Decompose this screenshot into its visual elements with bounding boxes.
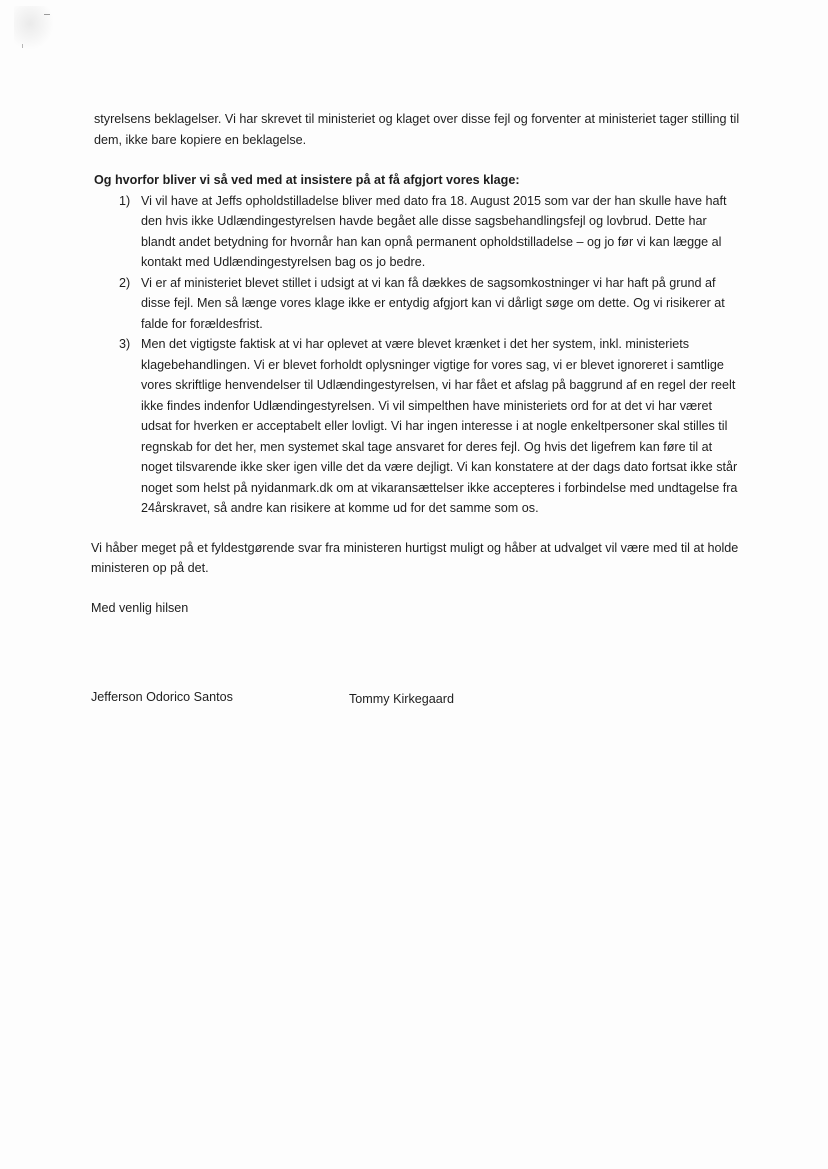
reasons-list	[94, 191, 744, 519]
signature-name-left: Jefferson Odorico Santos	[91, 690, 233, 704]
list-item	[94, 334, 744, 519]
list-item-text: Vi vil have at Jeffs opholdstilladelse bliver med dato fra 18. August 2015 som var der han skulle have haft den hvis ikke Udlændingestyrelsen havde begået alle disse sagsbehandlingsfejl og lovbrud. Dette har blandt andet betydning for hvornår han kan opnå permanent opholdstilladelse – og jo før vi kan lægge al kontakt med Udlændingestyrelsen bag os jo bedre.	[141, 193, 727, 269]
intro-paragraph: styrelsens beklagelser. Vi har skrevet til ministeriet og klaget over disse fejl og forventer at ministeriet tager stilling til dem, ikke bare kopiere en beklagelse.	[94, 112, 740, 147]
list-item	[94, 191, 744, 273]
list-item-text: Vi er af ministeriet blevet stillet i udsigt at vi kan få dækkes de sagsomkostninger vi har haft på grund af disse fejl. Men så længe vores klage ikke er entydig afgjort kan vi dårligt søge om dette. Og vi risikerer at falde for forældesfrist.	[141, 275, 725, 331]
scan-artifact-mark	[44, 14, 50, 15]
greeting: Med venlig hilsen	[91, 600, 189, 615]
scan-artifact-mark	[22, 44, 23, 48]
list-item-number: 3)	[119, 337, 131, 351]
closing-paragraph: Vi håber meget på et fyldestgørende svar fra ministeren hurtigst muligt og håber at udvalget vil være med til at holde ministeren op på det.	[91, 540, 739, 575]
list-item-text: Men det vigtigste faktisk at vi har oplevet at være blevet krænket i det her system, inkl. ministeriets klagebehandlingen. Vi er blevet forholdt oplysninger vigtige for vores sag, vi er blevet ignoreret i samtlige vores skriftlige henvendelser til Udlændingestyrelsen, vi har fået et afslag på baggrund af en regel der reelt ikke findes indenfor Udlændingestyrelsen. Vi vil simpelthen have ministeriets ord for at det vi har været udsat for hverken er acceptabelt eller lovligt. Vi har ingen interesse i at nogle enkeltpersoner skal stilles til regnskab for det her, men systemet skal tage ansvaret for deres fejl. Og hvis det ligefrem kan føre til at noget tilsvarende ikke sker igen ville det da være dejligt. Vi kan konstatere at der dags dato fortsat ikke står noget som helst på nyidanmark.dk om at vikaransættelser ikke accepteres i forbindelse med undtagelse fra 24årskravet, så andre kan risikere at komme ud for det samme som os.	[141, 337, 738, 515]
letter-body	[91, 109, 744, 618]
list-item-number: 2)	[119, 275, 131, 290]
section-heading: Og hvorfor bliver vi så ved med at insistere på at få afgjort vores klage:	[94, 173, 520, 187]
signature-block	[91, 687, 591, 709]
signature-name-right: Tommy Kirkegaard	[349, 692, 454, 706]
list-item	[94, 273, 744, 335]
list-item-number: 1)	[119, 193, 131, 208]
scan-artifact	[14, 6, 54, 50]
